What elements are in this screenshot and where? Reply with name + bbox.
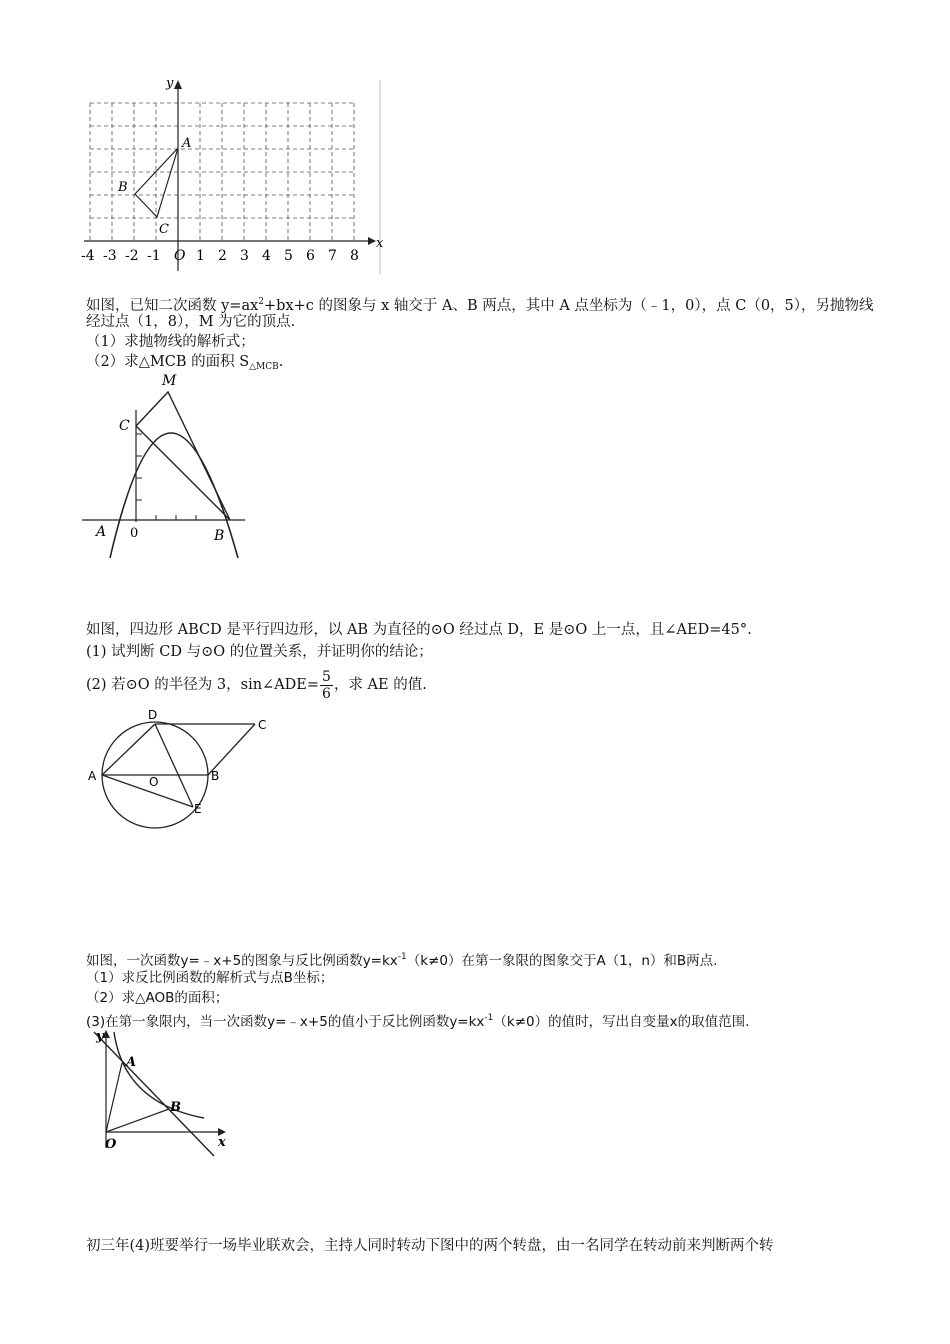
point-m-label: M xyxy=(162,373,177,389)
q1-line-2: 经过点（1，8），M 为它的顶点. xyxy=(86,314,296,330)
y-axis-label: y xyxy=(96,1029,104,1044)
point-b-label: B xyxy=(170,1100,181,1115)
point-d-label: D xyxy=(148,708,158,722)
x-tick-label: 1 xyxy=(196,248,205,264)
point-c-label: C xyxy=(119,418,130,434)
q1-line-1: 如图，已知二次函数 $y=ax^2+bx+c$ 的图象与 x 轴交于 A、B 两点，其中 A 点坐标为（﹣1，0），点 C（0，5），另抛物线 xyxy=(86,297,874,314)
x-tick-label: 6 xyxy=(306,248,315,264)
parabola-figure xyxy=(80,370,250,565)
y-axis-arrow-icon xyxy=(174,80,182,89)
q2-line-3: (2) 若⊙O 的半径为 3，sin∠ADE= $\frac{5}{6}$ ，求 AE 的值. xyxy=(86,668,427,702)
point-b-label: B xyxy=(214,528,225,544)
x-tick-label: 2 xyxy=(218,248,227,264)
origin-label: 0 xyxy=(130,526,139,541)
x-axis-ticks xyxy=(156,515,196,520)
x-tick-label: -3 xyxy=(103,248,117,264)
hyperbola-curve xyxy=(114,1032,204,1118)
q3-line-1: 如图，一次函数y=﹣x+5的图象与反比例函数$y=kx^{-1}(k\ne 0)$在第一象限的图象交于A（1，n）和B两点. xyxy=(86,952,718,969)
fraction-five-sixths: $\frac{5}{6}$ xyxy=(322,668,331,702)
segment-oa xyxy=(106,1063,122,1132)
x-axis-arrow-icon xyxy=(368,237,376,245)
point-b-label: B xyxy=(211,769,220,783)
q4-line-1: 初三年(4)班要举行一场毕业联欢会，主持人同时转动下图中的两个转盘，由一名同学在转动前来判断两个转 xyxy=(86,1238,774,1254)
point-c-label: C xyxy=(159,222,169,237)
q3-line-2: （1）求反比例函数的解析式与点B坐标； xyxy=(86,970,334,986)
segment-ob xyxy=(106,1109,169,1132)
point-a-label: A xyxy=(126,1055,137,1070)
x-tick-label: -4 xyxy=(81,248,95,264)
triangle-abc xyxy=(135,148,178,217)
x-tick-labels xyxy=(81,248,359,264)
y-axis-label: y xyxy=(166,76,174,91)
point-a-label: A xyxy=(182,136,192,151)
point-e-label: E xyxy=(194,802,202,816)
segment-de xyxy=(155,724,193,807)
x-tick-label: 8 xyxy=(350,248,359,264)
line-hyperbola-figure xyxy=(84,1028,234,1158)
segment-ad xyxy=(102,724,155,775)
x-tick-label: 5 xyxy=(284,248,293,264)
point-c-label: C xyxy=(258,718,267,732)
point-a-label: A xyxy=(96,524,107,540)
segment-ae xyxy=(102,775,193,807)
x-tick-label: O xyxy=(174,248,186,264)
origin-label: O xyxy=(105,1137,117,1152)
x-tick-label: 3 xyxy=(240,248,249,264)
x-tick-label: 7 xyxy=(328,248,337,264)
center-o-label: O xyxy=(149,775,159,789)
dashed-grid xyxy=(90,103,354,241)
point-a-label: A xyxy=(88,769,97,783)
q3-line-4: (3)在第一象限内，当一次函数y=﹣x+5的值小于反比例函数$y=kx^{-1}(k\ne 0)$的值时，写出自变量x的取值范围. xyxy=(86,1013,750,1030)
q2-line-2: (1) 试判断 CD 与⊙O 的位置关系，并证明你的结论； xyxy=(86,644,433,660)
circle-parallelogram-figure xyxy=(84,706,284,831)
q1-line-3: （1）求抛物线的解析式； xyxy=(86,334,255,350)
x-tick-label: -2 xyxy=(125,248,139,264)
x-axis-label: x xyxy=(376,236,384,251)
segment-bc xyxy=(208,724,255,775)
x-tick-label: -1 xyxy=(147,248,161,264)
x-axis-label: x xyxy=(218,1135,226,1150)
grid-triangle-figure xyxy=(80,76,385,276)
q3-line-3: （2）求△AOB的面积； xyxy=(86,990,229,1006)
x-tick-label: 4 xyxy=(262,248,271,264)
point-b-label: B xyxy=(118,180,128,195)
triangle-mcb xyxy=(136,392,230,520)
q2-line-1: 如图，四边形 ABCD 是平行四边形，以 AB 为直径的⊙O 经过点 D，E 是⊙O 上一点，且∠AED=45°. xyxy=(86,622,752,638)
q1-line-4: （2）求△MCB 的面积 $S_{\triangle MCB}$. xyxy=(86,354,284,372)
